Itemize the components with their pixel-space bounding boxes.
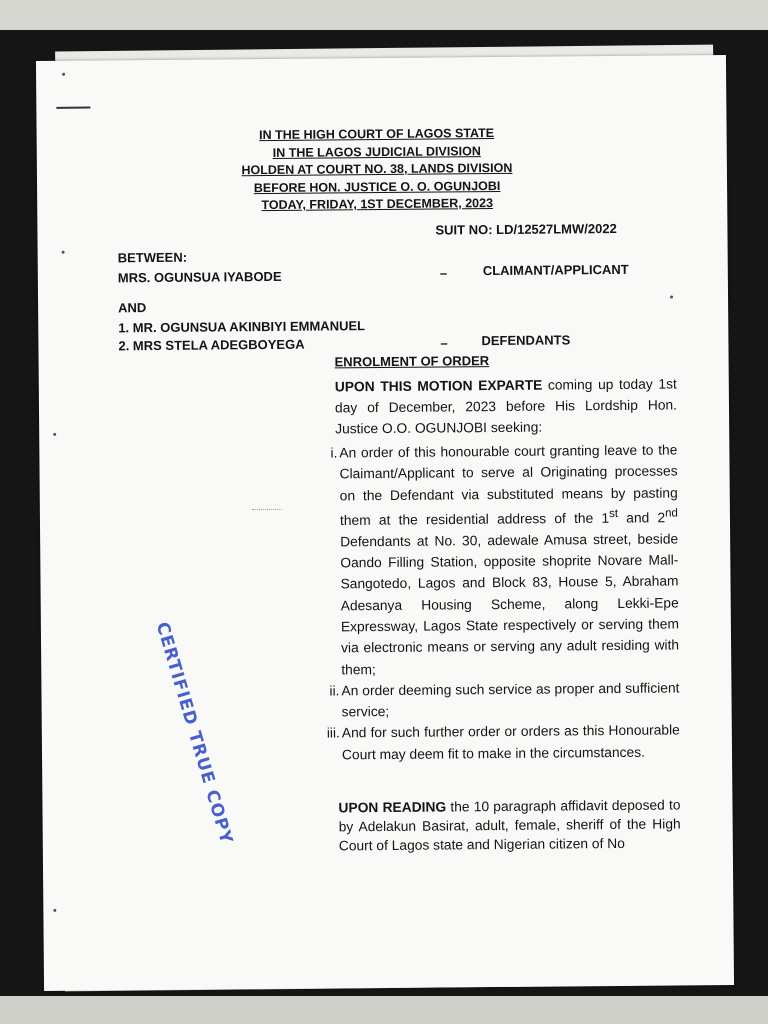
certified-true-copy-stamp: CERTIFIED TRUE COPY — [151, 619, 237, 847]
order-text-part: Defendants at No. 30, adewale Amusa street, beside Oando Filling Station, opposite shoprite Novare Mall- Sangotedo, Lagos and Block 83, House 5, Abraham Adesanya Housing Scheme, along Lekki-Epe Expressway, Lagos State respectively or serving them via electronic means or serving any adult residing with them; — [340, 531, 680, 677]
order-text-part: and 2 — [617, 510, 666, 526]
and-label: AND — [118, 300, 147, 316]
order-item — [322, 720, 680, 766]
defendant-2: 2. MRS STELA ADEGBOYEGA — [118, 336, 305, 354]
order-number: i. — [330, 445, 338, 461]
stamp-smudge — [252, 509, 282, 516]
margin-mark — [56, 107, 90, 109]
speck — [53, 909, 56, 912]
order-text — [339, 439, 679, 680]
defendant-1: 1. MR. OGUNSUA AKINBIYI EMMANUEL — [118, 318, 366, 336]
order-text: And for such further order or orders as this Honourable Court may deem fit to make in the circumstances. — [341, 722, 680, 763]
defendants-role: DEFENDANTS — [481, 332, 571, 349]
dash: – — [440, 335, 448, 351]
order-text-part: An order of this honourable court granting leave to the Claimant/Applicant to serve al Originating processes on the Defendant via substituted means by pasting them at the residential address of the 1 — [339, 442, 678, 528]
motion-lead: UPON THIS MOTION EXPARTE — [334, 377, 543, 395]
reading-lead: UPON READING — [338, 799, 447, 816]
document-page — [36, 55, 734, 991]
claimant-name: MRS. OGUNSUA IYABODE — [117, 268, 282, 286]
heading-line: IN THE HIGH COURT OF LAGOS STATE — [259, 126, 495, 143]
order-item — [319, 439, 679, 680]
between-label: BETWEEN: — [117, 249, 188, 266]
heading-line: HOLDEN AT COURT NO. 38, LANDS DIVISION — [241, 160, 513, 178]
photo-background-bottom — [0, 996, 768, 1024]
heading-line: TODAY, FRIDAY, 1ST DECEMBER, 2023 — [261, 196, 494, 213]
dash: – — [439, 265, 448, 281]
claimant-role: CLAIMANT/APPLICANT — [482, 261, 629, 279]
ordinal-suffix: st — [609, 507, 619, 520]
reading-paragraph — [338, 795, 680, 855]
motion-paragraph — [335, 373, 678, 439]
heading-line: IN THE LAGOS JUDICIAL DIVISION — [272, 143, 481, 160]
speck — [62, 251, 65, 254]
order-item — [321, 677, 679, 723]
speck — [53, 433, 56, 436]
heading-line: BEFORE HON. JUSTICE O. O. OGUNJOBI — [253, 178, 501, 195]
speck — [62, 73, 65, 76]
court-heading — [217, 125, 538, 215]
motion-text: coming up today 1st day of December, 2023 before His Lordship Hon. Justice O.O. OGUNJOBI seeking: — [334, 376, 678, 437]
reading-text: the 10 paragraph affidavit deposed to by Adelakun Basirat, adult, female, sheriff of the High Court of Lagos state and Nigerian citizen of No — [338, 797, 681, 854]
orders-list — [319, 439, 680, 765]
ordinal-suffix: nd — [665, 507, 678, 520]
photo-background-top — [0, 0, 768, 30]
suit-number: SUIT NO: LD/12527LMW/2022 — [435, 220, 617, 238]
order-text: An order deeming such service as proper and sufficient service; — [341, 680, 680, 720]
speck — [670, 295, 673, 298]
enrolment-title: ENROLMENT OF ORDER — [334, 353, 490, 370]
order-number: iii. — [326, 725, 340, 741]
order-number: ii. — [329, 683, 340, 699]
